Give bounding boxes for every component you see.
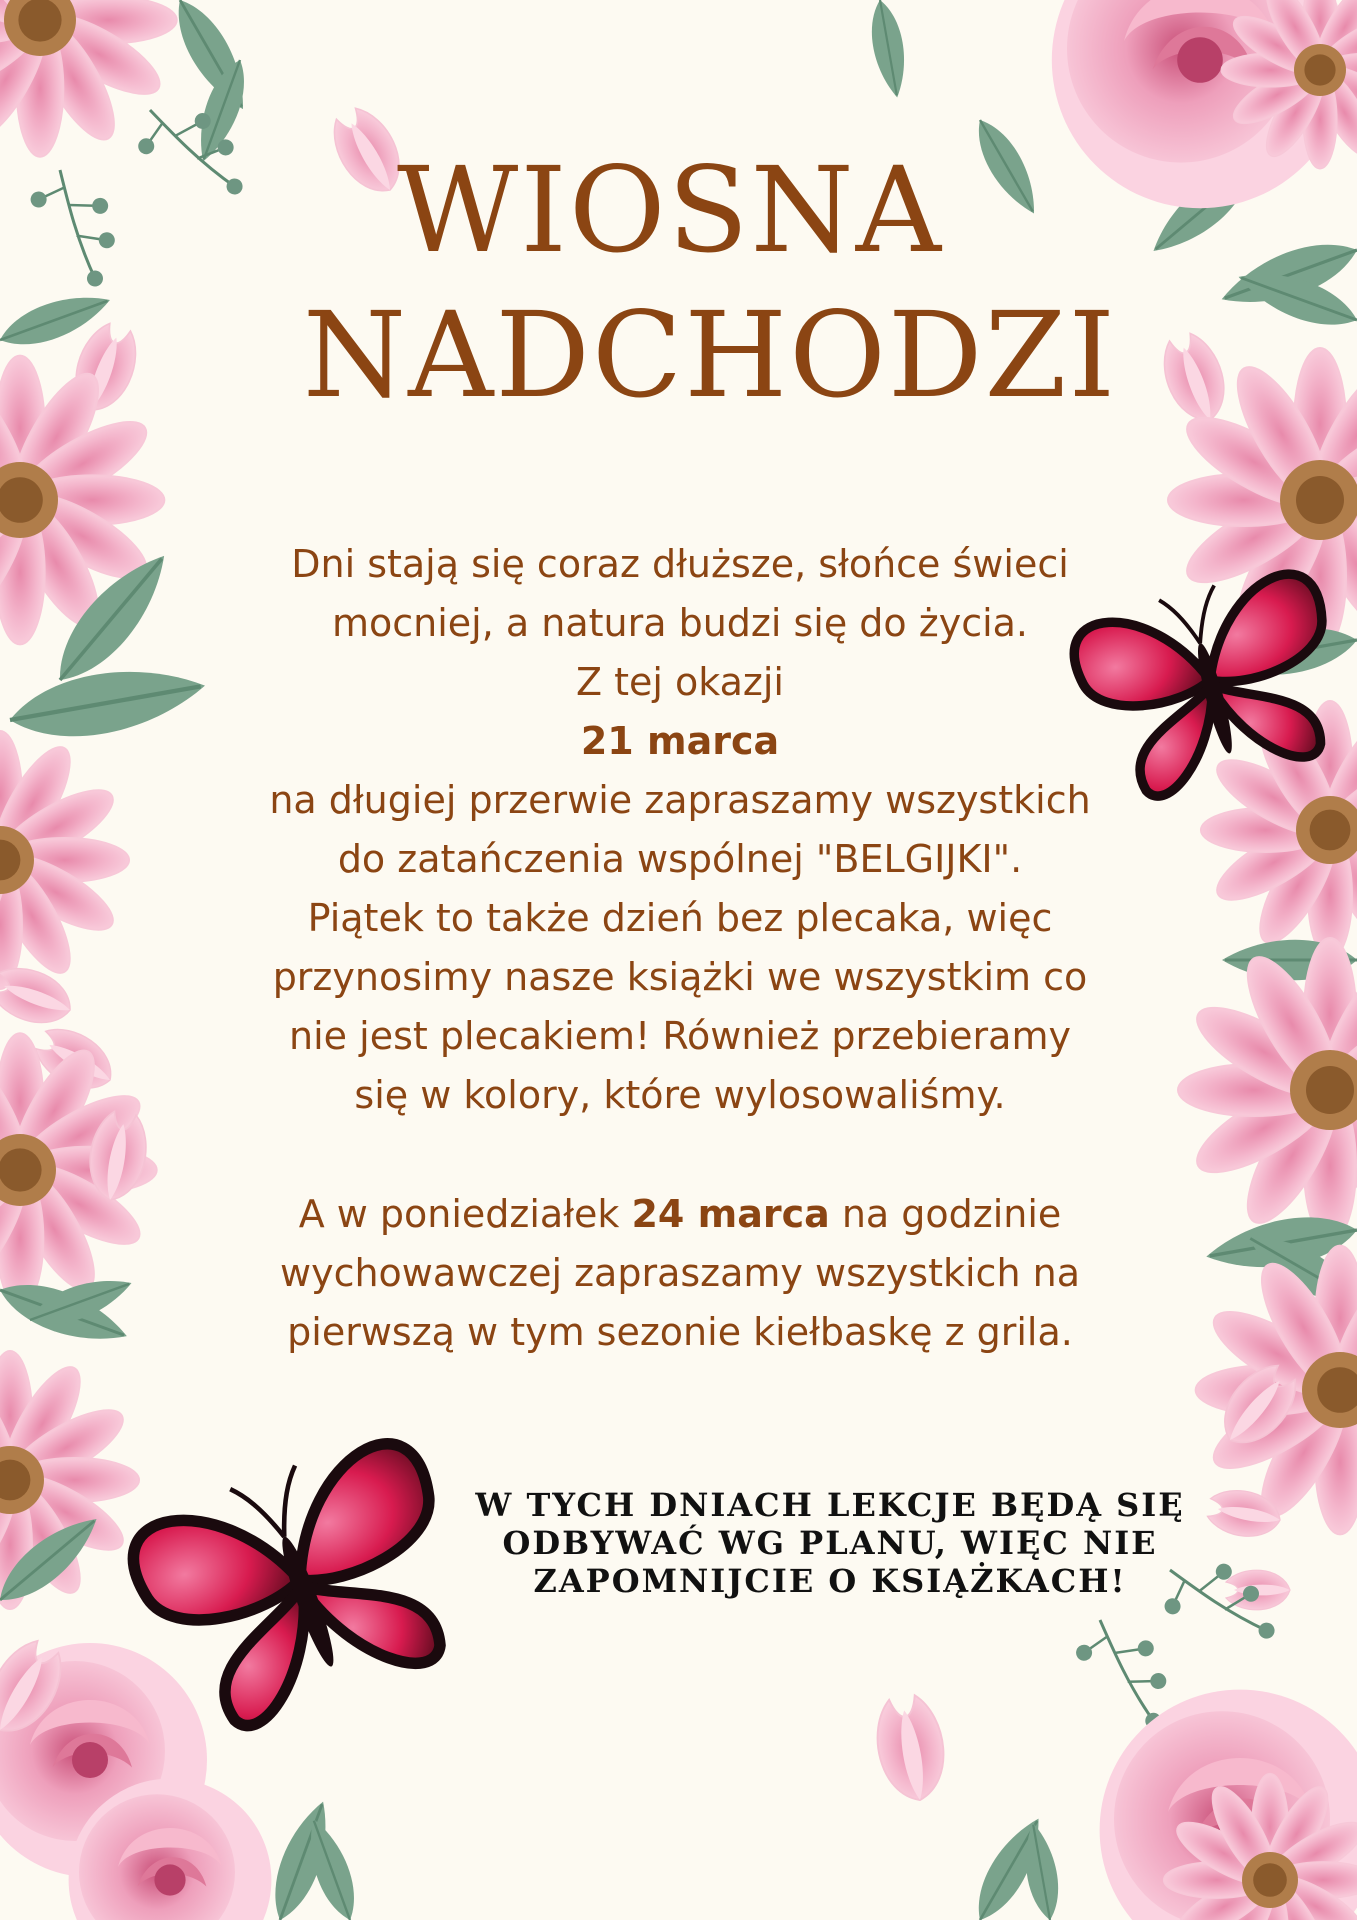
- flower-icon: [1154, 230, 1357, 1610]
- event-date: 24 marca: [631, 1192, 830, 1236]
- line-text: A w poniedziałek: [298, 1192, 632, 1236]
- paragraph-line: Piątek to także dzień bez plecaka, więc: [307, 896, 1053, 940]
- paragraph-line: się w kolory, które wylosowaliśmy.: [354, 1073, 1006, 1117]
- paragraph-line: mocniej, a natura budzi się do życia.: [331, 601, 1029, 645]
- paragraph-line: Dni stają się coraz dłuższe, słońce świeci: [291, 542, 1069, 586]
- notice-line: W TYCH DNIACH LEKCJE BĘDĄ SIĘ: [475, 1486, 1185, 1524]
- line-text: na godzinie: [829, 1192, 1062, 1236]
- paragraph-line: wychowawczej zapraszamy wszystkich na: [280, 1251, 1080, 1295]
- announcement-paragraph-1: [200, 535, 1160, 1125]
- notice-line: ODBYWAĆ WG PLANU, WIĘC NIE: [502, 1524, 1158, 1562]
- paragraph-line: przynosimy nasze książki we wszystkim co: [272, 955, 1088, 999]
- announcement-paragraph-2: [200, 1185, 1160, 1362]
- flower-icon: [0, 356, 210, 1615]
- event-date: 21 marca: [580, 719, 780, 763]
- page-title-line-1: WIOSNA: [397, 141, 943, 279]
- paragraph-line: do zatańczenia wspólnej "BELGIJKI".: [337, 837, 1023, 881]
- paragraph-line: na długiej przerwie zapraszamy wszystkich: [269, 778, 1091, 822]
- reminder-notice: [440, 1486, 1220, 1600]
- paragraph-line: nie jest plecakiem! Również przebieramy: [289, 1014, 1071, 1058]
- paragraph-line: pierwszą w tym sezonie kiełbaskę z grila.: [287, 1310, 1073, 1354]
- paragraph-line: Z tej okazji: [576, 660, 784, 704]
- notice-line: ZAPOMNIJCIE O KSIĄŻKACH!: [533, 1562, 1127, 1600]
- paragraph-line: [200, 1185, 1160, 1244]
- page-title-line-2: NADCHODZI: [302, 286, 1118, 424]
- flower-icon: [870, 1690, 1357, 1920]
- flower-icon: [0, 1632, 365, 1920]
